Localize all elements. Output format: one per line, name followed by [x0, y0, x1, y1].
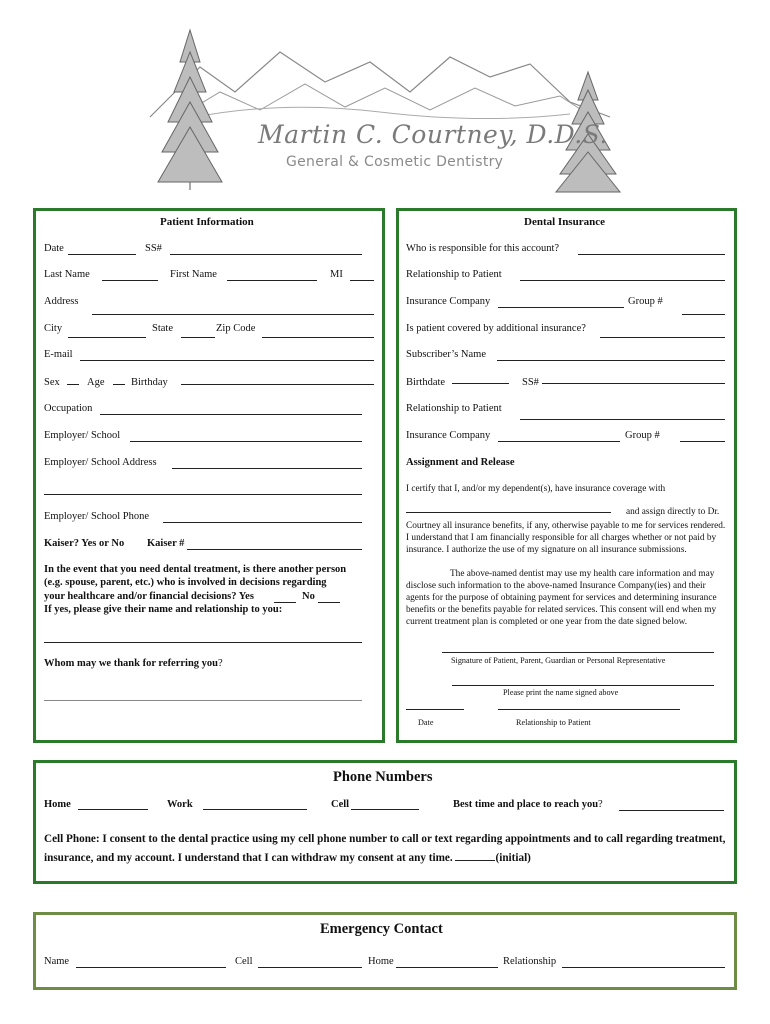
referral-text: Whom may we thank for referring you: [44, 658, 219, 669]
employer-address-field[interactable]: [172, 468, 362, 469]
consent-initial-label: (initial): [495, 852, 531, 864]
state-label: State: [152, 323, 173, 334]
responsible-label: Who is responsible for this account?: [406, 243, 560, 254]
city-label: City: [44, 323, 63, 334]
emergency-home-field[interactable]: [396, 967, 498, 968]
work-phone-field[interactable]: [203, 809, 307, 810]
referral-question-mark: ?: [218, 658, 223, 669]
relationship2-field[interactable]: [520, 419, 725, 420]
referral-label: [44, 658, 223, 669]
patient-information-title: Patient Information: [160, 216, 254, 228]
occupation-field[interactable]: [100, 414, 362, 415]
kaiser-number-label: Kaiser #: [147, 538, 185, 549]
other-person-line1: In the event that you need dental treatment, is there another person: [44, 564, 347, 575]
responsible-field[interactable]: [578, 254, 725, 255]
age-label: Age: [87, 377, 105, 388]
signature-date-label: Date: [418, 718, 434, 727]
address-field[interactable]: [92, 314, 374, 315]
insurance-company-label: Insurance Company: [406, 296, 491, 307]
additional-insurance-label: Is patient covered by additional insurance?: [406, 323, 586, 334]
kaiser-question: Kaiser? Yes or No: [44, 538, 125, 549]
other-person-no-field[interactable]: [318, 602, 340, 603]
consent-text: Cell Phone: I consent to the dental practice using my cell phone number to call or text regarding appointments and to call regarding treatment, insurance, and my account. I understand that I can withdraw my consent at any time.: [44, 833, 726, 864]
print-name-field[interactable]: [452, 685, 714, 686]
signature-field[interactable]: [442, 652, 714, 653]
home-phone-field[interactable]: [78, 809, 148, 810]
birthday-field[interactable]: [181, 384, 374, 385]
phone-numbers-title: Phone Numbers: [333, 769, 433, 785]
birthday-label: Birthday: [131, 377, 168, 388]
insurance-company-field[interactable]: [498, 307, 624, 308]
employer-phone-field[interactable]: [163, 522, 362, 523]
signature-relationship-label: Relationship to Patient: [516, 718, 591, 727]
subscriber-ss-label: SS#: [522, 377, 539, 388]
relationship-label: Relationship to Patient: [406, 269, 502, 280]
relationship2-label: Relationship to Patient: [406, 403, 502, 414]
ss-field[interactable]: [170, 254, 362, 255]
practice-subtitle: General & Cosmetic Dentistry: [286, 154, 504, 170]
home-phone-label: Home: [44, 799, 71, 810]
email-label: E-mail: [44, 349, 73, 360]
occupation-label: Occupation: [44, 403, 93, 414]
signature-date-field[interactable]: [406, 709, 464, 710]
signature-label: Signature of Patient, Parent, Guardian or Personal Representative: [451, 656, 666, 665]
mountain-landscape-illustration: [130, 22, 640, 197]
group2-label: Group #: [625, 430, 660, 441]
emergency-relationship-field[interactable]: [562, 967, 725, 968]
emergency-name-field[interactable]: [76, 967, 226, 968]
best-time-text: Best time and place to reach you: [453, 799, 599, 810]
group-field[interactable]: [682, 314, 725, 315]
signature-relationship-field[interactable]: [498, 709, 680, 710]
assignment-paragraph: Courtney all insurance benefits, if any, otherwise payable to me for services rendered. I understand that I am financially responsible for all charges whether or not paid by insurance. I authorize the use of my signature on all insurance submissions.: [406, 521, 726, 555]
emergency-relationship-label: Relationship: [503, 956, 557, 967]
city-field[interactable]: [68, 337, 146, 338]
best-time-question-mark: ?: [598, 799, 603, 810]
work-phone-label: Work: [167, 799, 193, 810]
age-field[interactable]: [113, 384, 125, 385]
date-label: Date: [44, 243, 64, 254]
emergency-name-label: Name: [44, 956, 70, 967]
assignment-release-title: Assignment and Release: [406, 457, 515, 468]
group-label: Group #: [628, 296, 663, 307]
employer-address-label: Employer/ School Address: [44, 457, 157, 468]
insurance-company2-field[interactable]: [498, 441, 620, 442]
date-field[interactable]: [68, 254, 136, 255]
best-time-label: [453, 799, 603, 810]
employer-phone-label: Employer/ School Phone: [44, 511, 149, 522]
employer-address-field-line2[interactable]: [44, 494, 362, 495]
mi-label: MI: [330, 269, 343, 280]
first-name-field[interactable]: [227, 280, 317, 281]
practice-name: Martin C. Courtney, D.D.S.: [258, 120, 608, 149]
other-person-no-label: No: [302, 591, 315, 602]
subscriber-field[interactable]: [497, 360, 725, 361]
print-name-label: Please print the name signed above: [503, 688, 619, 697]
birthdate-field[interactable]: [452, 383, 509, 384]
subscriber-label: Subscriber’s Name: [406, 349, 486, 360]
zip-label: Zip Code: [216, 323, 256, 334]
other-person-line3: your healthcare and/or financial decisions? Yes: [44, 591, 254, 602]
certify-text: I certify that I, and/or my dependent(s), have insurance coverage with: [406, 484, 666, 494]
emergency-cell-field[interactable]: [258, 967, 362, 968]
zip-field[interactable]: [262, 337, 374, 338]
email-field[interactable]: [80, 360, 374, 361]
practice-logo: [130, 22, 640, 197]
last-name-field[interactable]: [102, 280, 158, 281]
subscriber-ss-field[interactable]: [542, 383, 725, 384]
other-person-name-field[interactable]: [44, 642, 362, 643]
cell-phone-field[interactable]: [351, 809, 419, 810]
address-label: Address: [44, 296, 79, 307]
disclosure-paragraph: The above-named dentist may use my health care information and may disclose such information to the above-named Insurance Company(ies) and their agents for the purpose of obtaining payment for services and determining insurance benefits or the benefits payable for related services. This consent will end when my current treatment plan is completed or one year from the date signed below.: [406, 569, 717, 627]
kaiser-number-field[interactable]: [187, 549, 362, 550]
cell-phone-consent: [44, 830, 728, 868]
other-person-line2: (e.g. spouse, parent, etc.) who is involved in decisions regarding: [44, 577, 327, 588]
insurance-coverage-field[interactable]: [406, 512, 611, 513]
assign-directly-text: and assign directly to Dr.: [626, 507, 720, 517]
dental-insurance-title: Dental Insurance: [524, 216, 605, 228]
sex-field[interactable]: [67, 384, 79, 385]
state-field[interactable]: [181, 337, 215, 338]
emergency-home-label: Home: [368, 956, 394, 967]
sex-label: Sex: [44, 377, 60, 388]
additional-insurance-field[interactable]: [600, 337, 725, 338]
insurance-company2-label: Insurance Company: [406, 430, 491, 441]
other-person-yes-field[interactable]: [274, 602, 296, 603]
consent-initial-field[interactable]: [455, 851, 495, 861]
emergency-cell-label: Cell: [235, 956, 253, 967]
best-time-field[interactable]: [619, 810, 724, 811]
emergency-contact-title: Emergency Contact: [320, 921, 443, 937]
birthdate-label: Birthdate: [406, 377, 446, 388]
referral-field[interactable]: [44, 700, 362, 701]
employer-label: Employer/ School: [44, 430, 121, 441]
ss-label: SS#: [145, 243, 162, 254]
other-person-line4: If yes, please give their name and relationship to you:: [44, 604, 283, 615]
mi-field[interactable]: [350, 280, 374, 281]
group2-field[interactable]: [680, 441, 725, 442]
employer-field[interactable]: [130, 441, 362, 442]
relationship-field[interactable]: [520, 280, 725, 281]
first-name-label: First Name: [170, 269, 217, 280]
cell-phone-label: Cell: [331, 799, 350, 810]
last-name-label: Last Name: [44, 269, 90, 280]
